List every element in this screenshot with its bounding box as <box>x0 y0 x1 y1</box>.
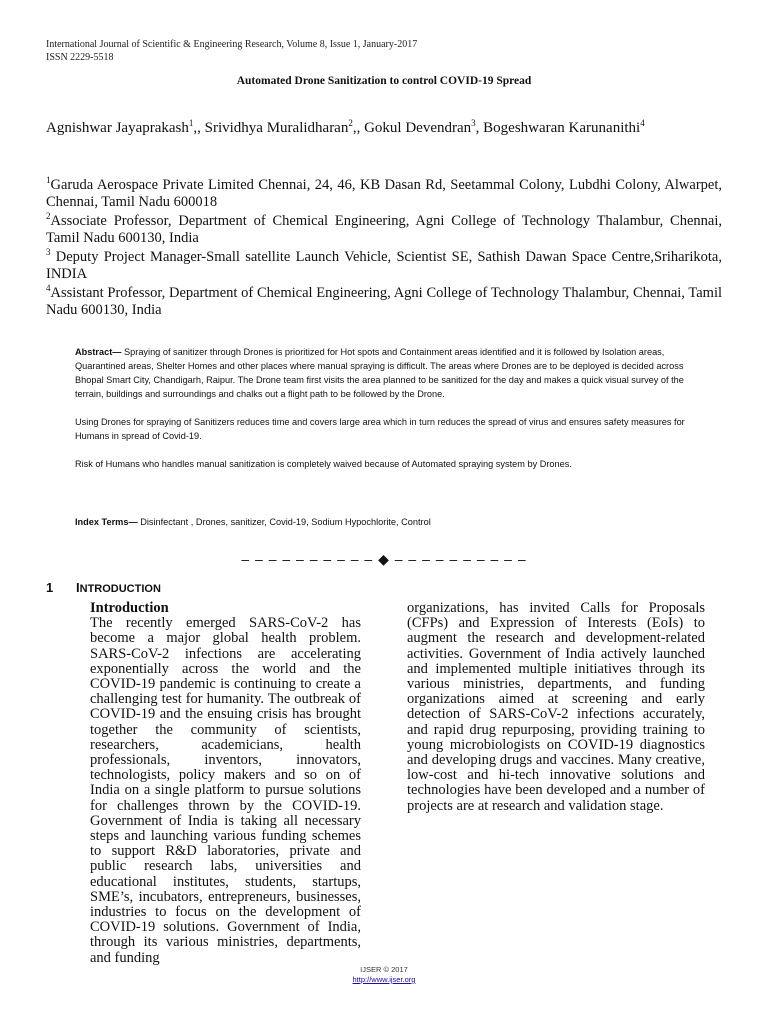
subsection-heading: Introduction <box>90 600 169 616</box>
body-text: organizations, has invited Calls for Proposals (CFPs) and Expression of Interests (EoIs) to augment the research and development-related activities. Government of India actively launched and implemented multiple initiatives through its various ministries, departments, and funding organizations aimed at screening and early detection of SARS-CoV-2 infections accurately, and rapid drug repurposing, providing training to young microbiologists on COVID-19 diagnostics and developing drugs and vaccines. Many creative, low-cost and hi-tech innovative solutions and technologies have been developed and a number of projects are at research and validation stage. <box>407 600 705 814</box>
section-title-rest: NTRODUCTION <box>79 583 161 595</box>
abstract-label: Abstract— <box>75 347 122 357</box>
left-column <box>90 601 361 966</box>
author-sup: 3 <box>471 118 476 128</box>
affiliation <box>46 208 722 247</box>
author-sup: 1 <box>188 118 194 128</box>
author-name: Bogeshwaran Karunanithi <box>483 120 641 136</box>
body-text: The recently emerged SARS-CoV-2 has become a major global health problem. SARS-CoV-2 infections are accelerating exponentially across the world and the COVID-19 pandemic is continuing to create a challenging test for humanity. The outbreak of COVID-19 and the ensuing crisis has brought together the community of scientists, researchers, academicians, health professionals, inventors, innovators, technologists, policy makers and so on of India on a single platform to pursue solutions for challenges thrown by the COVID-19. Government of India is taking all necessary steps and launching various funding schemes to support R&D laboratories, private and public research labs, universities and educational institutes, students, startups, SME’s, incubators, entrepreneurs, businesses, industries to focus on the development of COVID-19 solutions. Government of India, through its various ministries, departments, and funding <box>90 615 361 966</box>
abstract-text: Spraying of sanitizer through Drones is prioritized for Hot spots and Containment areas identified and it is followed by Isolation areas, Quarantined areas, Shelter Homes and other places where manual spraying is difficult. The areas where Drones are to be deployed is decided across Bhopal Smart City, Chandigarh, Raipur. The Drone team first visits the area planned to be sanitized for the day and makes a quick visual survey of the terrain, buildings and surroundings and chalks out a flight path to be followed by the Drone. <box>75 347 684 399</box>
copyright: IJSER © 2017 <box>360 965 408 974</box>
author-name: Agnishwar Jayaprakash <box>46 120 189 136</box>
affiliation-text: Garuda Aerospace Private Limited Chennai, 24, 46, KB Dasan Rd, Seetammal Colony, Lubdhi Colony, Alwarpet, Chennai, Tamil Nadu 600018 <box>46 176 722 210</box>
author-list <box>46 118 645 137</box>
abstract-paragraph: Risk of Humans who handles manual sanitization is completely waived because of Automated spraying system by Drones. <box>75 459 572 469</box>
affiliation-sup: 3 <box>46 247 51 257</box>
index-terms-label: Index Terms— <box>75 517 138 527</box>
section-heading <box>46 580 161 595</box>
abstract-paragraph: Using Drones for spraying of Sanitizers reduces time and covers large area which in turn reduces the spread of virus and ensures safety measures for Humans in spread of Covid-19. <box>75 417 685 441</box>
journal-link[interactable]: http://www.ijser.org <box>352 975 416 984</box>
affiliation-sup: 2 <box>46 211 51 221</box>
author-separator: , <box>475 120 484 136</box>
issn: ISSN 2229-5518 <box>46 52 114 63</box>
affiliation-text: Assistant Professor, Department of Chemical Engineering, Agni College of Technology Thalambur, Chennai, Tamil Nadu 600130, India <box>46 284 722 318</box>
affiliation <box>46 244 722 283</box>
author-separator: ,, <box>352 120 365 136</box>
paper-title: Automated Drone Sanitization to control COVID-19 Spread <box>236 75 532 87</box>
index-terms-text: Disinfectant , Drones, sanitizer, Covid-19, Sodium Hypochlorite, Control <box>137 517 431 527</box>
author-sup: 4 <box>640 118 645 128</box>
index-terms <box>75 515 691 529</box>
author-name: Srividhya Muralidharan <box>204 120 349 136</box>
page-footer <box>0 965 768 985</box>
author-name: Gokul Devendran <box>364 120 472 136</box>
affiliation-sup: 4 <box>46 283 51 293</box>
author-sup: 2 <box>348 118 353 128</box>
affiliation-text: Associate Professor, Department of Chemical Engineering, Agni College of Technology Thalambur, Chennai, Tamil Nadu 600130, India <box>46 212 722 246</box>
section-separator: – – – – – – – – – – ◆ – – – – – – – – – – <box>241 551 527 567</box>
affiliation-sup: 1 <box>46 175 51 185</box>
author-separator: ,, <box>193 120 205 136</box>
section-initial: I <box>76 580 80 595</box>
right-column <box>407 601 705 814</box>
affiliation <box>46 280 722 319</box>
section-number: 1 <box>46 580 54 595</box>
affiliation-text: Deputy Project Manager-Small satellite Launch Vehicle, Scientist SE, Sathish Dawan Space Centre,Sriharikota, INDIA <box>46 248 722 282</box>
journal-header <box>46 38 417 64</box>
journal-citation: International Journal of Scientific & Engineering Research, Volume 8, Issue 1, January-2017 <box>46 39 418 50</box>
affiliation <box>46 172 722 211</box>
abstract-paragraph <box>75 345 691 401</box>
